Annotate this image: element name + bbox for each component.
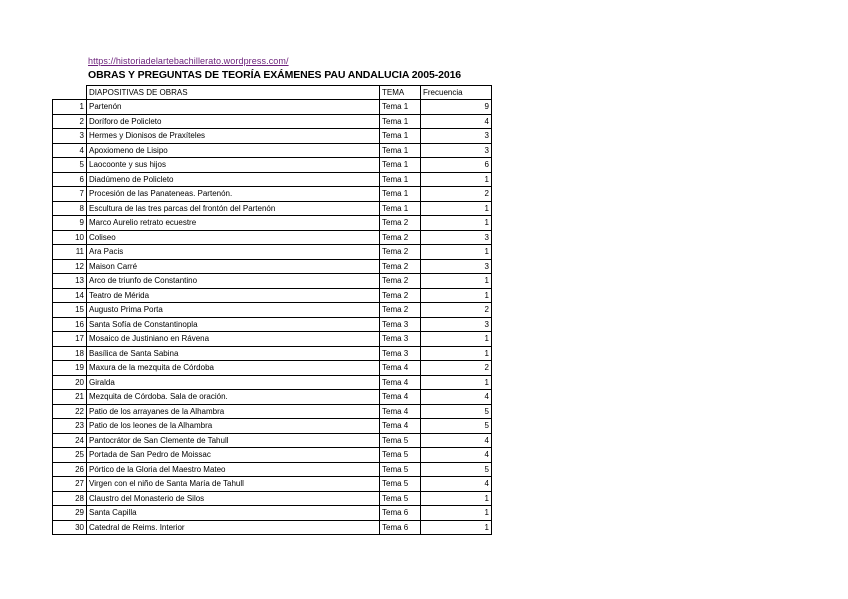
frecuencia-cell: 1 — [421, 274, 492, 289]
table-row — [53, 201, 492, 216]
row-number: 15 — [53, 303, 87, 318]
tema-cell: Tema 2 — [380, 303, 421, 318]
tema-cell: Tema 2 — [380, 288, 421, 303]
row-number: 24 — [53, 433, 87, 448]
tema-cell: Tema 4 — [380, 375, 421, 390]
row-number: 28 — [53, 491, 87, 506]
table-row — [53, 448, 492, 463]
row-number: 4 — [53, 143, 87, 158]
row-number: 5 — [53, 158, 87, 173]
table-row — [53, 187, 492, 202]
obra-cell: Teatro de Mérida — [87, 288, 380, 303]
tema-cell: Tema 4 — [380, 361, 421, 376]
frecuencia-cell: 5 — [421, 419, 492, 434]
table-row — [53, 230, 492, 245]
obra-cell: Ara Pacis — [87, 245, 380, 260]
frecuencia-cell: 1 — [421, 520, 492, 535]
table-row — [53, 100, 492, 115]
row-number: 18 — [53, 346, 87, 361]
obra-cell: Laocoonte y sus hijos — [87, 158, 380, 173]
obra-cell: Diadúmeno de Policleto — [87, 172, 380, 187]
row-number: 1 — [53, 100, 87, 115]
frecuencia-cell: 3 — [421, 230, 492, 245]
row-number: 2 — [53, 114, 87, 129]
tema-cell: Tema 5 — [380, 477, 421, 492]
row-number: 11 — [53, 245, 87, 260]
header-index-cell — [53, 86, 87, 100]
tema-cell: Tema 1 — [380, 172, 421, 187]
tema-cell: Tema 1 — [380, 187, 421, 202]
document-title: OBRAS Y PREGUNTAS DE TEORÍA EXÁMENES PAU ANDALUCIA 2005-2016 — [88, 69, 462, 81]
tema-cell: Tema 4 — [380, 390, 421, 405]
obra-cell: Maxura de la mezquita de Córdoba — [87, 361, 380, 376]
table-row — [53, 172, 492, 187]
frecuencia-cell: 3 — [421, 317, 492, 332]
column-header-tema: TEMA — [380, 86, 421, 100]
column-header-frecuencia: Frecuencia — [421, 86, 492, 100]
frecuencia-cell: 1 — [421, 332, 492, 347]
obra-cell: Escultura de las tres parcas del frontón del Partenón — [87, 201, 380, 216]
obra-cell: Pantocrátor de San Clemente de Tahull — [87, 433, 380, 448]
row-number: 17 — [53, 332, 87, 347]
frecuencia-cell: 4 — [421, 433, 492, 448]
column-header-obras: DIAPOSITIVAS DE OBRAS — [87, 86, 380, 100]
tema-cell: Tema 2 — [380, 259, 421, 274]
table-row — [53, 158, 492, 173]
table-row — [53, 477, 492, 492]
tema-cell: Tema 1 — [380, 143, 421, 158]
tema-cell: Tema 5 — [380, 491, 421, 506]
row-number: 16 — [53, 317, 87, 332]
row-number: 7 — [53, 187, 87, 202]
obra-cell: Claustro del Monasterio de Silos — [87, 491, 380, 506]
frecuencia-cell: 5 — [421, 462, 492, 477]
tema-cell: Tema 1 — [380, 129, 421, 144]
table-row — [53, 332, 492, 347]
table-row — [53, 506, 492, 521]
obra-cell: Marco Aurelio retrato ecuestre — [87, 216, 380, 231]
tema-cell: Tema 4 — [380, 404, 421, 419]
obra-cell: Portada de San Pedro de Moissac — [87, 448, 380, 463]
tema-cell: Tema 1 — [380, 201, 421, 216]
frecuencia-cell: 1 — [421, 346, 492, 361]
obra-cell: Catedral de Reims. Interior — [87, 520, 380, 535]
frecuencia-cell: 2 — [421, 187, 492, 202]
obra-cell: Coliseo — [87, 230, 380, 245]
obra-cell: Hermes y Dionisos de Praxíteles — [87, 129, 380, 144]
frecuencia-cell: 6 — [421, 158, 492, 173]
frecuencia-cell: 2 — [421, 303, 492, 318]
table-header-row — [53, 86, 492, 100]
frecuencia-cell: 1 — [421, 288, 492, 303]
row-number: 29 — [53, 506, 87, 521]
frecuencia-cell: 4 — [421, 390, 492, 405]
obra-cell: Giralda — [87, 375, 380, 390]
obra-cell: Pórtico de la Gloria del Maestro Mateo — [87, 462, 380, 477]
obra-cell: Partenón — [87, 100, 380, 115]
row-number: 13 — [53, 274, 87, 289]
row-number: 9 — [53, 216, 87, 231]
tema-cell: Tema 5 — [380, 433, 421, 448]
tema-cell: Tema 1 — [380, 100, 421, 115]
tema-cell: Tema 2 — [380, 274, 421, 289]
row-number: 20 — [53, 375, 87, 390]
frecuencia-cell: 1 — [421, 216, 492, 231]
obra-cell: Doríforo de Policleto — [87, 114, 380, 129]
table-row — [53, 520, 492, 535]
frecuencia-cell: 4 — [421, 448, 492, 463]
obra-cell: Procesión de las Panateneas. Partenón. — [87, 187, 380, 202]
frecuencia-cell: 1 — [421, 506, 492, 521]
table-row — [53, 274, 492, 289]
frecuencia-cell: 1 — [421, 172, 492, 187]
frecuencia-cell: 1 — [421, 375, 492, 390]
table-row — [53, 216, 492, 231]
tema-cell: Tema 2 — [380, 230, 421, 245]
table-row — [53, 114, 492, 129]
tema-cell: Tema 6 — [380, 506, 421, 521]
frecuencia-cell: 9 — [421, 100, 492, 115]
obra-cell: Apoxiomeno de Lisipo — [87, 143, 380, 158]
frecuencia-cell: 1 — [421, 201, 492, 216]
row-number: 21 — [53, 390, 87, 405]
row-number: 23 — [53, 419, 87, 434]
table-row — [53, 317, 492, 332]
frecuencia-cell: 5 — [421, 404, 492, 419]
tema-cell: Tema 3 — [380, 332, 421, 347]
frecuencia-cell: 1 — [421, 491, 492, 506]
obra-cell: Basílica de Santa Sabina — [87, 346, 380, 361]
frecuencia-cell: 3 — [421, 143, 492, 158]
row-number: 12 — [53, 259, 87, 274]
obra-cell: Mosaico de Justiniano en Rávena — [87, 332, 380, 347]
row-number: 6 — [53, 172, 87, 187]
row-number: 27 — [53, 477, 87, 492]
tema-cell: Tema 2 — [380, 245, 421, 260]
row-number: 10 — [53, 230, 87, 245]
tema-cell: Tema 1 — [380, 114, 421, 129]
frecuencia-cell: 3 — [421, 129, 492, 144]
table-row — [53, 433, 492, 448]
source-link[interactable]: https://historiadelartebachillerato.wordpress.com/ — [88, 56, 289, 66]
frecuencia-cell: 3 — [421, 259, 492, 274]
table-row — [53, 245, 492, 260]
tema-cell: Tema 5 — [380, 448, 421, 463]
row-number: 19 — [53, 361, 87, 376]
tema-cell: Tema 5 — [380, 462, 421, 477]
table-row — [53, 259, 492, 274]
table-row — [53, 404, 492, 419]
row-number: 22 — [53, 404, 87, 419]
row-number: 14 — [53, 288, 87, 303]
row-number: 30 — [53, 520, 87, 535]
obra-cell: Maison Carré — [87, 259, 380, 274]
obra-cell: Patio de los arrayanes de la Alhambra — [87, 404, 380, 419]
table-row — [53, 303, 492, 318]
table-row — [53, 462, 492, 477]
obra-cell: Patio de los leones de la Alhambra — [87, 419, 380, 434]
table-row — [53, 143, 492, 158]
table-row — [53, 129, 492, 144]
obra-cell: Santa Capilla — [87, 506, 380, 521]
table-row — [53, 361, 492, 376]
row-number: 8 — [53, 201, 87, 216]
row-number: 26 — [53, 462, 87, 477]
frecuencia-cell: 4 — [421, 114, 492, 129]
tema-cell: Tema 2 — [380, 216, 421, 231]
obra-cell: Mezquita de Córdoba. Sala de oración. — [87, 390, 380, 405]
tema-cell: Tema 3 — [380, 317, 421, 332]
works-table — [52, 85, 492, 535]
frecuencia-cell: 1 — [421, 245, 492, 260]
tema-cell: Tema 3 — [380, 346, 421, 361]
obra-cell: Virgen con el niño de Santa María de Tahull — [87, 477, 380, 492]
table-row — [53, 419, 492, 434]
table-row — [53, 346, 492, 361]
table-row — [53, 288, 492, 303]
tema-cell: Tema 1 — [380, 158, 421, 173]
obra-cell: Augusto Prima Porta — [87, 303, 380, 318]
frecuencia-cell: 4 — [421, 477, 492, 492]
row-number: 3 — [53, 129, 87, 144]
table-row — [53, 390, 492, 405]
frecuencia-cell: 2 — [421, 361, 492, 376]
row-number: 25 — [53, 448, 87, 463]
table-row — [53, 491, 492, 506]
tema-cell: Tema 6 — [380, 520, 421, 535]
tema-cell: Tema 4 — [380, 419, 421, 434]
obra-cell: Santa Sofía de Constantinopla — [87, 317, 380, 332]
table-row — [53, 375, 492, 390]
obra-cell: Arco de triunfo de Constantino — [87, 274, 380, 289]
